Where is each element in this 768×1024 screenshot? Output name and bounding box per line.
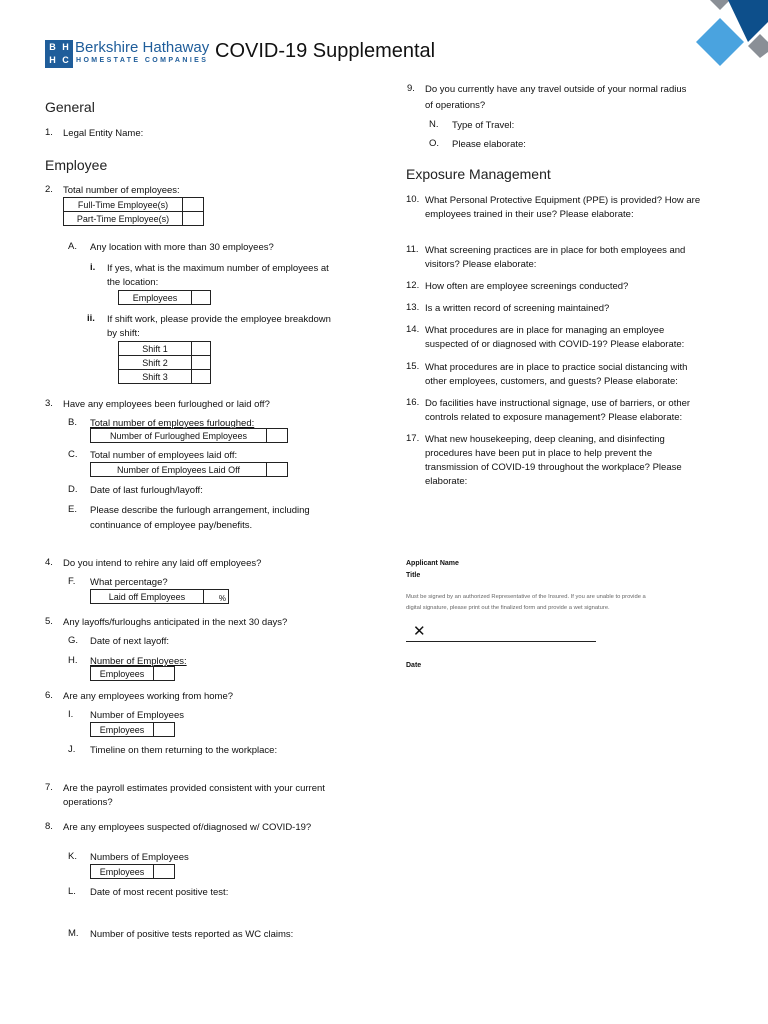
section-heading-employee: Employee xyxy=(45,157,108,173)
furloughed-table xyxy=(90,428,288,443)
question-furlough-arrangement-line2: continuance of employee pay/benefits. xyxy=(90,520,253,531)
full-time-input[interactable] xyxy=(183,198,204,212)
question-anticipated-layoffs: Any layoffs/furloughs anticipated in the next 30 days? xyxy=(63,617,288,628)
furloughed-input[interactable] xyxy=(267,429,288,443)
shift-2-input[interactable] xyxy=(192,356,211,370)
question-ppe-line2: employees trained in their use? Please elaborate: xyxy=(425,209,634,220)
part-time-input[interactable] xyxy=(183,212,204,226)
question-roman: ii. xyxy=(87,313,95,324)
question-location-30: Any location with more than 30 employees? xyxy=(90,242,274,253)
question-travel-type: Type of Travel: xyxy=(452,120,515,131)
date-label: Date xyxy=(406,662,422,669)
table-row-label: Shift 1 xyxy=(119,342,192,356)
question-suspected-covid: Are any employees suspected of/diagnosed w/ COVID-19? xyxy=(63,822,312,833)
question-number: 17. xyxy=(406,433,420,444)
question-screening-line1: What screening practices are in place for both employees and xyxy=(425,245,686,256)
question-return-timeline: Timeline on them returning to the workplace: xyxy=(90,745,278,756)
logo-monogram: B H H C xyxy=(45,40,73,68)
applicant-title-label: Title xyxy=(406,572,421,579)
signature-note-line1: Must be signed by an authorized Representative of the Insured. If you are unable to provide a xyxy=(406,594,646,600)
question-letter: D. xyxy=(68,484,78,495)
question-number: 6. xyxy=(45,690,53,701)
question-number: 1. xyxy=(45,127,53,138)
question-total-employees: Total number of employees: xyxy=(63,185,180,196)
laid-off-input[interactable] xyxy=(267,463,288,477)
question-number: 15. xyxy=(406,361,420,372)
question-shift-line2: by shift: xyxy=(107,328,140,339)
logo-subtitle: HOMESTATE COMPANIES xyxy=(76,57,209,64)
question-travel-line2: of operations? xyxy=(425,100,486,111)
max-employees-table xyxy=(118,290,211,305)
question-number: 12. xyxy=(406,280,420,291)
layoff-employees-input[interactable] xyxy=(154,667,175,681)
question-letter: I. xyxy=(68,709,74,720)
question-layoff-employee-count: Number of Employees: xyxy=(90,656,187,667)
question-housekeeping-line1: What new housekeeping, deep cleaning, and disinfecting xyxy=(425,434,665,445)
question-covid-employee-count: Numbers of Employees xyxy=(90,852,189,863)
layoff-employees-table xyxy=(90,666,175,681)
question-number: 7. xyxy=(45,782,53,793)
table-row-label: Part-Time Employee(s) xyxy=(64,212,183,226)
question-work-from-home: Are any employees working from home? xyxy=(63,691,234,702)
question-percentage: What percentage? xyxy=(90,577,168,588)
employee-count-table xyxy=(63,197,204,226)
question-positive-test-date: Date of most recent positive test: xyxy=(90,887,229,898)
question-managing-employee-line1: What procedures are in place for managing an employee xyxy=(425,325,665,336)
signature-line[interactable] xyxy=(406,641,596,642)
question-shift-line1: If shift work, please provide the employee breakdown xyxy=(107,314,331,325)
question-letter: O. xyxy=(429,138,440,149)
question-furlough-arrangement-line1: Please describe the furlough arrangement, including xyxy=(90,505,310,516)
question-screening-frequency: How often are employee screenings conducted? xyxy=(425,281,629,292)
question-number: 11. xyxy=(406,244,419,255)
question-letter: M. xyxy=(68,928,79,939)
question-managing-employee-line2: suspected of or diagnosed with COVID-19? Please elaborate: xyxy=(425,339,685,350)
question-letter: E. xyxy=(68,504,77,515)
question-letter: H. xyxy=(68,655,78,666)
logo-name: Berkshire Hathaway xyxy=(75,39,210,56)
question-last-furlough-date: Date of last furlough/layoff: xyxy=(90,485,203,496)
question-housekeeping-line2: procedures have been put in place to help prevent the xyxy=(425,448,653,459)
question-number: 3. xyxy=(45,398,53,409)
question-number: 10. xyxy=(406,194,420,205)
question-number: 5. xyxy=(45,616,53,627)
question-housekeeping-line3: transmission of COVID-19 throughout the workplace? Please xyxy=(425,462,682,473)
question-travel-line1: Do you currently have any travel outside of your normal radius xyxy=(425,84,687,95)
question-letter: G. xyxy=(68,635,79,646)
section-heading-exposure: Exposure Management xyxy=(406,166,551,182)
question-number: 13. xyxy=(406,302,420,313)
question-payroll-line2: operations? xyxy=(63,797,113,808)
section-heading-general: General xyxy=(45,99,95,115)
question-wc-claims: Number of positive tests reported as WC claims: xyxy=(90,929,294,940)
question-number: 9. xyxy=(407,83,415,94)
percentage-input[interactable]: % xyxy=(204,590,229,604)
question-screening-line2: visitors? Please elaborate: xyxy=(425,259,537,270)
percentage-table xyxy=(90,589,229,604)
question-wfh-employee-count: Number of Employees xyxy=(90,710,184,721)
question-number: 8. xyxy=(45,821,53,832)
question-furloughed: Have any employees been furloughed or laid off? xyxy=(63,399,270,410)
question-number: 16. xyxy=(406,397,420,408)
laid-off-table xyxy=(90,462,288,477)
shift-1-input[interactable] xyxy=(192,342,211,356)
question-letter: F. xyxy=(68,576,76,587)
wfh-employees-input[interactable] xyxy=(154,723,175,737)
table-row-label: Employees xyxy=(91,667,154,681)
question-travel-elaborate: Please elaborate: xyxy=(452,139,526,150)
table-row-label: Laid off Employees xyxy=(91,590,204,604)
question-total-furloughed: Total number of employees furloughed: xyxy=(90,418,255,429)
table-row-label: Employees xyxy=(91,723,154,737)
applicant-name-label: Applicant Name xyxy=(406,560,459,567)
table-row-label: Full-Time Employee(s) xyxy=(64,198,183,212)
shift-table xyxy=(118,341,211,384)
table-row-label: Employees xyxy=(119,291,192,305)
question-legal-entity: Legal Entity Name: xyxy=(63,128,144,139)
table-row-label: Shift 2 xyxy=(119,356,192,370)
max-employees-input[interactable] xyxy=(192,291,211,305)
covid-employees-input[interactable] xyxy=(154,865,175,879)
question-screening-record: Is a written record of screening maintained? xyxy=(425,303,610,314)
question-letter: B. xyxy=(68,417,77,428)
question-number: 4. xyxy=(45,557,53,568)
question-signage-line2: controls related to exposure management? Please elaborate: xyxy=(425,412,683,423)
signature-x-mark: ✕ xyxy=(413,623,426,640)
question-letter: K. xyxy=(68,851,77,862)
question-next-layoff-date: Date of next layoff: xyxy=(90,636,170,647)
question-social-distancing-line1: What procedures are in place to practice social distancing with xyxy=(425,362,688,373)
table-row-label: Employees xyxy=(91,865,154,879)
question-ppe-line1: What Personal Protective Equipment (PPE) is provided? How are xyxy=(425,195,701,206)
question-letter: A. xyxy=(68,241,77,252)
signature-note-line2: digital signature, please print out the finalized form and provide a wet signature. xyxy=(406,605,610,611)
covid-employees-table xyxy=(90,864,175,879)
question-max-employees-line1: If yes, what is the maximum number of employees at xyxy=(107,263,329,274)
wfh-employees-table xyxy=(90,722,175,737)
table-row-label: Shift 3 xyxy=(119,370,192,384)
page-title: COVID-19 Supplemental xyxy=(215,40,436,62)
question-rehire: Do you intend to rehire any laid off employees? xyxy=(63,558,262,569)
question-letter: J. xyxy=(68,744,76,755)
table-row-label: Number of Furloughed Employees xyxy=(91,429,267,443)
table-row-label: Number of Employees Laid Off xyxy=(91,463,267,477)
question-housekeeping-line4: elaborate: xyxy=(425,476,468,487)
question-number: 2. xyxy=(45,184,53,195)
question-roman: i. xyxy=(90,262,96,273)
question-max-employees-line2: the location: xyxy=(107,277,159,288)
question-letter: C. xyxy=(68,449,78,460)
question-payroll-line1: Are the payroll estimates provided consistent with your current xyxy=(63,783,325,794)
question-social-distancing-line2: other employees, customers, and guests? Please elaborate: xyxy=(425,376,678,387)
question-total-laid-off: Total number of employees laid off: xyxy=(90,450,238,461)
question-signage-line1: Do facilities have instructional signage, use of barriers, or other xyxy=(425,398,691,409)
shift-3-input[interactable] xyxy=(192,370,211,384)
question-letter: L. xyxy=(68,886,76,897)
question-letter: N. xyxy=(429,119,439,130)
corner-diamond-graphic xyxy=(690,0,768,80)
question-number: 14. xyxy=(406,324,420,335)
